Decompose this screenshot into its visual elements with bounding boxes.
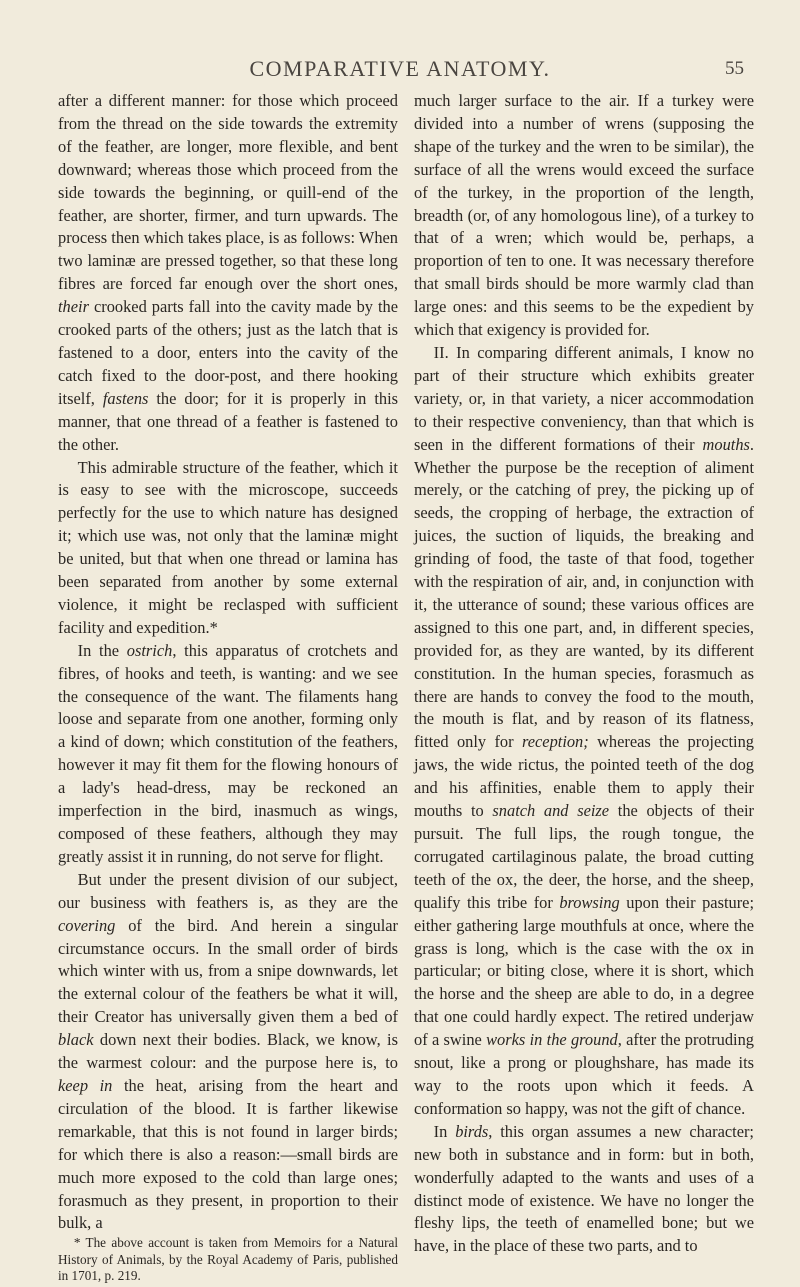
left-column — [58, 90, 398, 1285]
paragraph: II. In comparing different animals, I know no part of their structure which exhibits greater variety, or, in that variety, a nicer accommodation to their respective conveniency, than that which is seen in the different formations of their mouths. Whether the purpose be the reception of aliment merely, or the catching of prey, the picking up of seeds, the cropping of herbage, the extraction of juices, the suction of liquids, the breaking and grinding of food, the taste of that food, together with the respiration of air, and, in conjunction with it, the utterance of sound; these various offices are assigned to this one part, and, in different species, provided for, as they are wanted, by its different constitution. In the human species, forasmuch as there are hands to convey the food to the mouth, the mouth is flat, and by reason of its flatness, fitted only for reception; whereas the projecting jaws, the wide rictus, the pointed teeth of the dog and his affinities, enable them to apply their mouths to snatch and seize the objects of their pursuit. The full lips, the rough tongue, the corrugated cartilaginous palate, the broad cutting teeth of the ox, the deer, the horse, and the sheep, qualify this tribe for browsing upon their pasture; either gathering large mouthfuls at once, where the grass is long, which is the case with the ox in particular; or biting close, where it is short, which the horse and the sheep are able to do, in a degree that one could hardly expect. The retired underjaw of a swine works in the ground, after the protruding snout, like a prong or ploughshare, has made its way to the roots upon which it feeds. A conformation so happy, was not the gift of chance. — [414, 342, 755, 1118]
page-number: 55 — [725, 58, 744, 79]
paragraph: But under the present division of our subject, our business with feathers is, as they are the covering of the bird. And herein a singular circumstance occurs. In the small order of birds which winter with us, from a snipe downwards, let the external colour of the feathers be what it will, their Creator has universally given them a bed of black down next their bodies. Black, we know, is the warmest colour: and the purpose here is, to keep in the heat, arising from the heart and circulation of the blood. It is farther likewise remarkable, that this is not found in larger birds; for which there is also a reason:—small birds are much more exposed to the cold than large ones; forasmuch as they present, in proportion to their bulk, a — [58, 869, 398, 1233]
paragraph: much larger surface to the air. If a turkey were divided into a number of wrens (supposing the shape of the turkey and the wren to be similar), the surface of all the wrens would exceed the surface of the turkey, in the proportion of the length, breadth (or, of any homologous line), of a turkey to that of a wren; which would be, perhaps, a proportion of ten to one. It was necessary therefore that small birds should be more warmly clad than large ones: and this seems to be the expedient by which that exigency is provided for. — [414, 91, 754, 340]
page-header — [0, 56, 800, 86]
paragraph: after a different manner: for those which proceed from the thread on the side towards the extremity of the feather, are longer, more flexible, and bent downward; whereas those which proceed from the side towards the beginning, or quill-end of the feather, are shorter, firmer, and turn upwards. The process then which takes place, is as follows: When two laminæ are pressed together, so that these long fibres are forced far enough over the short ones, their crooked parts fall into the cavity made by the crooked parts of the others; just as the latch that is fastened to a door, enters into the cavity of the catch fixed to the door-post, and there hooking itself, fastens the door; for it is properly in this manner, that one thread of a feather is fastened to the other. — [58, 91, 399, 454]
paragraph: In the ostrich, this apparatus of crotchets and fibres, of hooks and teeth, is wanting: and we see the consequence of the want. The filaments hang loose and separate from one another, forming only a kind of down; which constitution of the feathers, however it may fit them for the flowing honours of a lady's head-dress, may be reckoned an imperfection in the bird, inasmuch as wings, composed of these feathers, although they may greatly assist it in running, do not serve for flight. — [58, 640, 398, 866]
paragraph: In birds, this organ assumes a new character; new both in substance and in form: but in both, wonderfully adapted to the wants and uses of a distinct mode of existence. We have no longer the fleshy lips, the teeth of enamelled bone; but we have, in the place of these two parts, and to — [414, 1121, 754, 1256]
running-title: COMPARATIVE ANATOMY. — [249, 56, 551, 81]
right-column — [414, 90, 754, 1258]
footnote: * The above account is taken from Memoirs for a Natural History of Animals, by the Royal Academy of Paris, published in 1701, p. 219. — [58, 1235, 398, 1284]
paragraph: This admirable structure of the feather, which it is easy to see with the microscope, succeeds perfectly for the use to which nature has designed it; which use was, not only that the laminæ might be united, but that when one thread or lamina has been separated from another by some external violence, it might be reclasped with sufficient facility and expedition.* — [58, 457, 398, 637]
